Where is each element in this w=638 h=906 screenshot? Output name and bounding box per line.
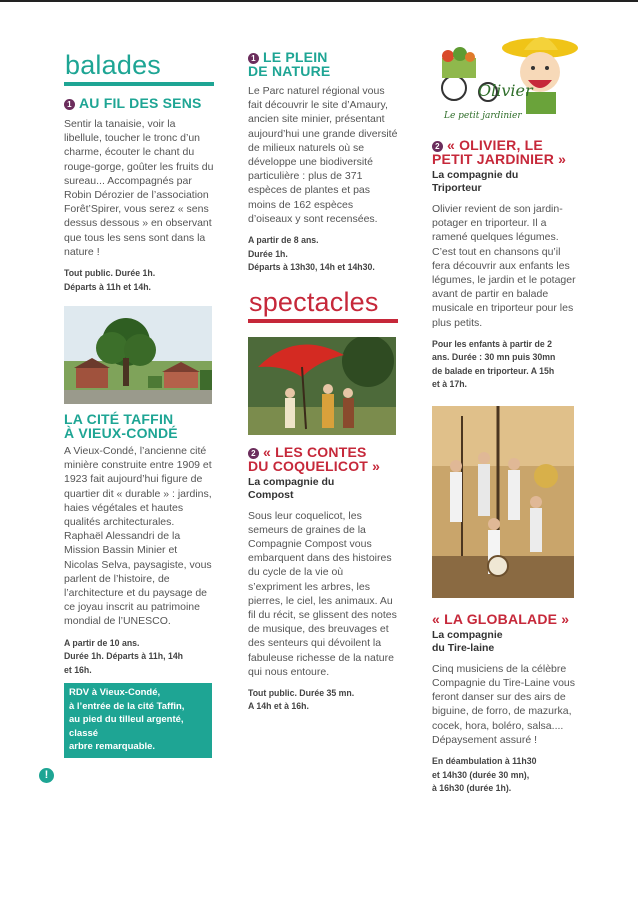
item-body: Cinq musiciens de la célèbre Compagnie du Tire-Laine vous feront danser sur des airs de biguine, de forro, de mazurka, cocek, hora, boléro, salsa.... Dépaysement assuré ! bbox=[432, 662, 576, 746]
section-rule bbox=[248, 319, 398, 323]
company-name: La compagnie du Triporteur bbox=[432, 169, 519, 194]
photo-contes-du-coquelicot bbox=[248, 337, 396, 435]
number-badge: 1 bbox=[64, 99, 75, 110]
item-body: Sentir la tanaisie, voir la libellule, toucher le tronc d’un charme, écouter le chant du rouge-gorge, goûter les fruits du sureau... Accompagnés par Robin Dérozier de l’association Forêt’Spirer, vous serez « sens dessus dessous » en observant que tous les sens sont dans la nature ! bbox=[64, 118, 214, 258]
item-info: A partir de 8 ans. Durée 1h. Départs à 13h30, 14h et 14h30. bbox=[248, 235, 375, 274]
item-info: Tout public. Durée 35 mn. A 14h et à 16h. bbox=[248, 687, 355, 713]
column-middle bbox=[248, 50, 398, 714]
logo-subtext: Le petit jardinier bbox=[444, 111, 522, 121]
item-title-globalade: « LA GLOBALADE » bbox=[432, 610, 570, 627]
item-title-plein-de-nature: 1 LE PLEIN DE NATURE bbox=[248, 49, 331, 79]
rdv-notice: RDV à Vieux-Condé, à l’entrée de la cité Taffin, au pied du tilleul argenté, classé arbre remarquable. bbox=[64, 683, 212, 758]
item-title-au-fil-des-sens: 1 AU FIL DES SENS bbox=[64, 96, 214, 110]
item-info: Tout public. Durée 1h. Départs à 11h et 14h. bbox=[64, 268, 156, 293]
top-border bbox=[0, 0, 638, 2]
column-right bbox=[432, 30, 578, 796]
company-name: La compagnie du Tire-laine bbox=[432, 628, 503, 654]
photo-globalade-band bbox=[432, 406, 574, 598]
item-body: Le Parc naturel régional vous fait découvrir le site d’Amaury, ancien site minier, présentant aujourd’hui une grande diversité de milieux naturels où se développe une biodiversité particulière : plus de 371 espèces de plantes et pas moins de 162 espèces d’oiseaux y sont recensées. bbox=[248, 85, 398, 225]
item-title-olivier: 2 « OLIVIER, LE PETIT JARDINIER » bbox=[432, 137, 567, 167]
item-info: En déambulation à 11h30 et 14h30 (durée 30 mn), à 16h30 (durée 1h). bbox=[432, 756, 537, 795]
item-title-contes-du-coquelicot: 2 « LES CONTES DU COQUELICOT » bbox=[248, 443, 381, 474]
logo-olivier-petit-jardinier bbox=[432, 30, 578, 126]
number-badge: 1 bbox=[248, 53, 259, 64]
section-title-balades: balades bbox=[65, 50, 161, 80]
item-body: Sous leur coquelicot, les semeurs de graines de la Compagnie Compost vous embarquent dans des histoires du cycle de la vie où s’expriment les arbres, les pierres, le ciel, les animaux. Au fil du récit, se glissent des notes de musique, des breuvages et des senteurs qui dévoilent la fabuleuse richesse de la nature qui nous entoure. bbox=[248, 509, 397, 678]
item-body: A Vieux-Condé, l’ancienne cité minière construite entre 1909 et 1923 fait aujourd’hui figure de quartier dit « durable » : jardins, haies végétales et hautes qualités architecturales. Raphaël Alessandri de la Mission Bassin Minier et Nicolas Selva, paysagiste, vous parlent de l’histoire, de l’architecture et du paysage de ce joyau inscrit au patrimoine mondial de l’UNESCO. bbox=[64, 445, 212, 628]
column-balades bbox=[64, 50, 214, 758]
photo-cite-taffin bbox=[64, 306, 212, 404]
item-title-cite-taffin: LA CITÉ TAFFIN À VIEUX-CONDÉ bbox=[64, 411, 178, 442]
logo-text: Olivier bbox=[478, 81, 533, 100]
section-title-spectacles: spectacles bbox=[249, 286, 379, 317]
item-info: Pour les enfants à partir de 2 ans. Durée : 30 mn puis 30mn de balade en triporteur. A 15h et à 17h. bbox=[432, 338, 556, 391]
item-info: A partir de 10 ans. Durée 1h. Départs à 11h, 14h et 16h. bbox=[64, 637, 184, 676]
section-rule bbox=[64, 82, 214, 86]
company-name: La compagnie du Compost bbox=[248, 475, 335, 501]
item-body: Olivier revient de son jardin-potager en triporteur. Il a ramené quelques légumes. C’est tout en chansons qu’il fera découvrir aux enfants les légumes, le jardin et le potager avant de partir en balade musicale en triporteur pour les plus petits. bbox=[432, 203, 576, 329]
exclamation-icon: ! bbox=[39, 768, 54, 783]
number-badge: 2 bbox=[248, 448, 259, 459]
number-badge: 2 bbox=[432, 141, 443, 152]
